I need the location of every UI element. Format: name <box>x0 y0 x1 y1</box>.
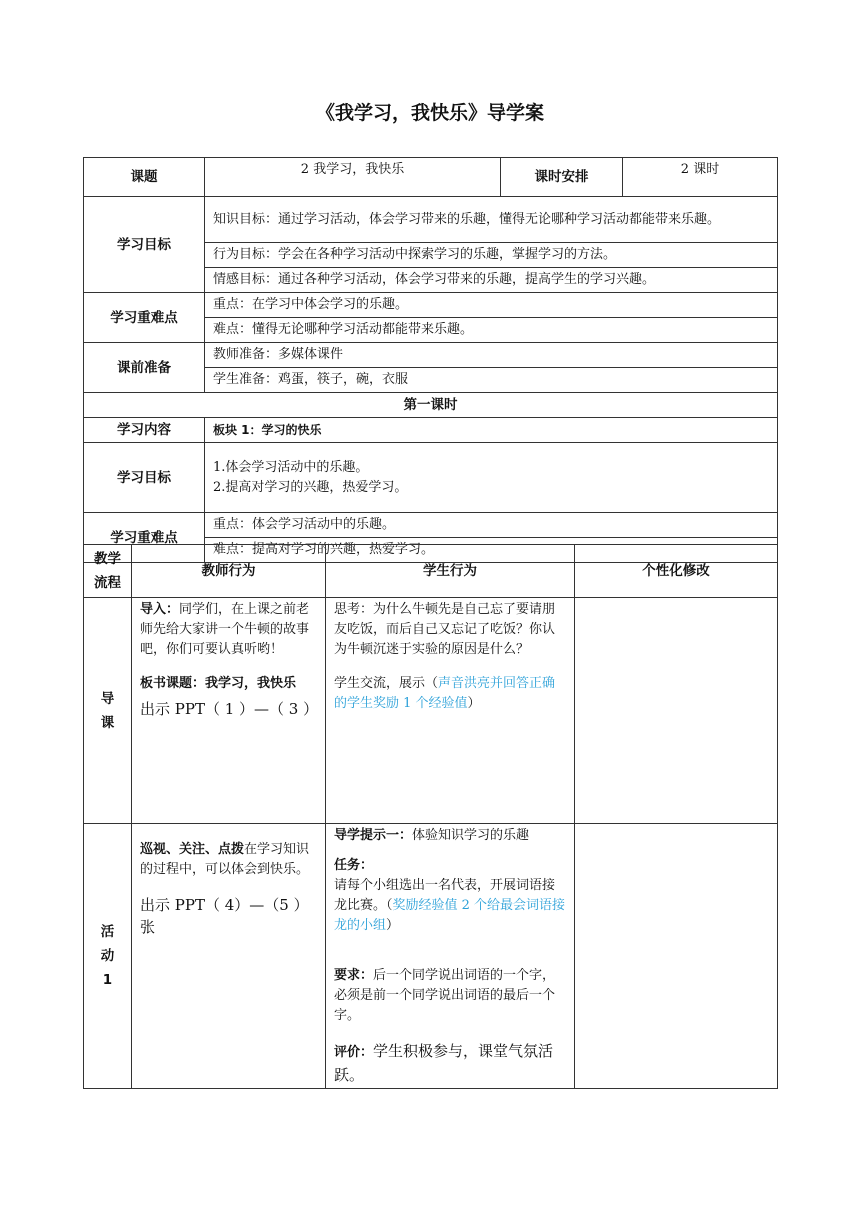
goal-behavior: 行为目标：学会在各种学习活动中探索学习的乐趣，掌握学习的方法。 <box>205 243 778 268</box>
content-label: 学习内容 <box>84 418 205 443</box>
keypoint-difficulty: 难点：懂得无论哪种学习活动都能带来乐趣。 <box>205 318 778 343</box>
lesson-goals <box>205 443 778 513</box>
activity1-req-text: 后一个同学说出词语的一个字，必须是前一个同学说出词语的最后一个字。 <box>334 968 556 1023</box>
lesson-goal-1: 1.体会学习活动中的乐趣。 <box>213 459 369 475</box>
intro-lead-label: 导入： <box>140 602 180 617</box>
prep-student: 学生准备：鸡蛋，筷子，碗，衣服 <box>205 368 778 393</box>
flow-header <box>84 545 132 598</box>
activity1-eval <box>334 1040 566 1086</box>
activity1-teacher-desc: 在学习知识的过程中，可以体会到快乐。 <box>140 842 310 877</box>
intro-flow-line1: 导 <box>100 690 115 707</box>
activity1-student-cell <box>326 824 575 1089</box>
activity1-hint-label: 导学提示一： <box>334 828 413 843</box>
lesson-kp-key: 重点：体会学习活动中的乐趣。 <box>205 513 778 538</box>
keypoint-key: 重点：在学习中体会学习的乐趣。 <box>205 293 778 318</box>
activity1-task-end: ） <box>386 918 400 933</box>
intro-student-share <box>334 674 566 714</box>
lesson-kp-label: 学习重难点 <box>84 513 205 563</box>
activity1-task <box>334 876 566 936</box>
schedule-value: 2 课时 <box>623 158 778 197</box>
intro-share-end: ） <box>467 696 481 711</box>
prep-teacher: 教师准备：多媒体课件 <box>205 343 778 368</box>
overview-table <box>83 157 778 563</box>
activity1-eval-text: 学生积极参与，课堂气氛活跃。 <box>334 1042 554 1084</box>
activity1-hint-text: 体验知识学习的乐趣 <box>412 828 530 843</box>
intro-share-reward: 声音洪亮并回答正确的学生奖励 1 个经验值 <box>334 676 556 711</box>
intro-share-text: 学生交流，展示（ <box>334 676 439 691</box>
intro-custom-cell[interactable] <box>575 598 778 824</box>
topic-value: 2 我学习，我快乐 <box>205 158 501 197</box>
activity1-task-text: 请每个小组选出一名代表，开展词语接龙比赛。（ <box>334 878 556 913</box>
schedule-label: 课时安排 <box>501 158 623 197</box>
activity1-task-reward: 奖励经验值 2 个给最会词语接龙的小组 <box>334 898 566 933</box>
activity1-task-label: 任务： <box>334 858 374 873</box>
prep-label: 课前准备 <box>84 343 205 393</box>
intro-flow-line2: 课 <box>100 714 115 731</box>
intro-flow-cell <box>84 598 132 824</box>
student-header: 学生行为 <box>326 545 575 598</box>
intro-board-title: 板书课题：我学习，我快乐 <box>140 676 297 691</box>
activity1-flow-line3: 1 <box>102 972 113 988</box>
custom-header: 个性化修改 <box>575 545 778 598</box>
document-title: 《我学习，我快乐》导学案 <box>315 102 544 124</box>
intro-student-cell <box>326 598 575 824</box>
intro-lead-text: 同学们，在上课之前老师先给大家讲一个牛顿的故事吧，你们可要认真听哟！ <box>140 602 310 657</box>
goal-emotion: 情感目标：通过各种学习活动，体会学习带来的乐趣，提高学生的学习兴趣。 <box>205 268 778 293</box>
activity1-flow-line2: 动 <box>100 948 115 964</box>
activity1-eval-label: 评价： <box>334 1045 374 1060</box>
keypoints-label: 学习重难点 <box>84 293 205 343</box>
flow-table <box>83 544 778 1089</box>
activity1-custom-cell[interactable] <box>575 824 778 1089</box>
lesson-goal-2: 2.提高对学习的兴趣，热爱学习。 <box>213 479 408 495</box>
lesson-goals-label: 学习目标 <box>84 443 205 513</box>
lesson-kp-diff: 难点：提高对学习的兴趣，热爱学习。 <box>205 538 778 563</box>
activity1-flow-line1: 活 <box>100 924 115 940</box>
topic-label: 课题 <box>84 158 205 197</box>
activity1-teacher-bold: 巡视、关注、点拨 <box>140 842 245 857</box>
flow-header-line1: 教学 <box>94 551 121 567</box>
teacher-header: 教师行为 <box>132 545 326 598</box>
activity1-req <box>334 966 566 1026</box>
intro-ppt: 出示 PPT（ 1 ）—（ 3 ） <box>140 700 319 718</box>
content-value: 板块 1：学习的快乐 <box>205 418 778 443</box>
goal-knowledge: 知识目标：通过学习活动，体会学习带来的乐趣，懂得无论哪种学习活动都能带来乐趣。 <box>205 197 778 243</box>
activity1-teacher-cell <box>132 824 326 1089</box>
activity1-hint <box>334 826 566 846</box>
goals-label: 学习目标 <box>84 197 205 293</box>
activity1-flow-cell <box>84 824 132 1089</box>
intro-student-think: 思考：为什么牛顿先是自己忘了要请朋友吃饭，而后自己又忘记了吃饭？你认为牛顿沉迷于实验的原因是什么？ <box>334 602 556 657</box>
activity1-req-label: 要求： <box>334 968 374 983</box>
activity1-teacher-text <box>140 840 317 880</box>
flow-header-line2: 流程 <box>94 575 121 591</box>
intro-teacher-cell <box>132 598 326 824</box>
intro-teacher-lead <box>140 600 317 660</box>
lesson-title: 第一课时 <box>84 393 778 418</box>
activity1-ppt: 出示 PPT（ 4）—（5 ）张 <box>140 896 309 936</box>
